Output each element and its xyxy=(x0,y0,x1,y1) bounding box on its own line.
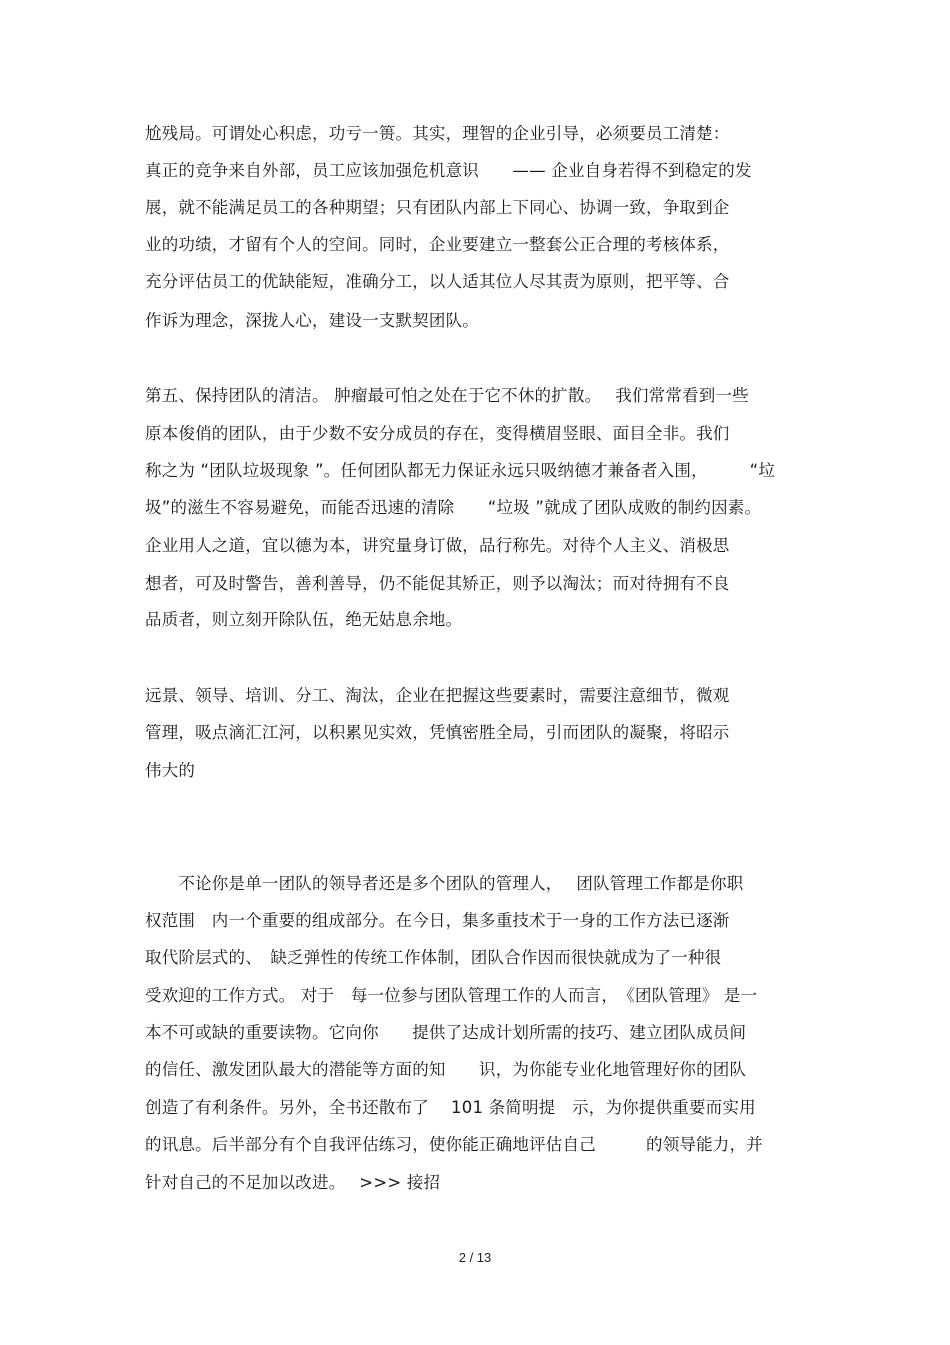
paragraph-1-line-5: 充分评估员工的优缺能短，准确分工，以人适其位人尽其责为原则，把平等、合 xyxy=(145,272,730,291)
paragraph-4-line-9: 针对自己的不足加以改进。 >>> 接招 xyxy=(145,1173,441,1192)
paragraph-2-line-4: 圾”的滋生不容易避免，而能否迅速的清除 “垃圾 ”就成了团队成败的制约因素。 xyxy=(145,498,762,517)
paragraph-4-line-6: 的信任、激发团队最大的潜能等方面的知 识，为你能专业化地管理好你的团队 xyxy=(145,1060,747,1079)
paragraph-2-line-7: 品质者，则立刻开除队伍，绝无姑息余地。 xyxy=(145,610,463,629)
paragraph-2-line-2: 原本俊俏的团队，由于少数不安分成员的存在，变得横眉竖眼、面目全非。我们 xyxy=(145,424,730,443)
paragraph-1-line-4: 业的功绩，才留有个人的空间。同时，企业要建立一整套公正合理的考核体系， xyxy=(145,235,730,254)
paragraph-4-line-3: 取代阶层式的、 缺乏弹性的传统工作体制，团队合作因而很快就成为了一种很 xyxy=(145,948,722,967)
paragraph-4-line-8: 的讯息。后半部分有个自我评估练习，使你能正确地评估自己 的领导能力，并 xyxy=(145,1135,763,1154)
paragraph-3-line-2: 管理，吸点滴汇江河，以积累见实效，凭慎密胜全局，引而团队的凝聚，将昭示 xyxy=(145,723,730,742)
paragraph-1-line-6: 作诉为理念，深拢人心，建设一支默契团队。 xyxy=(145,311,479,330)
paragraph-2-line-6: 想者，可及时警告，善利善导，仍不能促其矫正，则予以淘汰；而对待拥有不良 xyxy=(145,574,730,593)
paragraph-1-line-1: 尬残局。可谓处心积虑，功亏一篑。其实，理智的企业引导，必须要员工清楚： xyxy=(145,124,730,143)
paragraph-1-line-3: 展，就不能满足员工的各种期望；只有团队内部上下同心、协调一致，争取到企 xyxy=(145,198,730,217)
page-number: 2 / 13 xyxy=(458,1250,492,1265)
paragraph-4-line-2: 权范围 内一个重要的组成部分。在今日，集多重技术于一身的工作方法已逐渐 xyxy=(145,911,730,930)
paragraph-4-line-5: 本不可或缺的重要读物。它向你 提供了达成计划所需的技巧、建立团队成员间 xyxy=(145,1023,747,1042)
paragraph-3-line-3: 伟大的 xyxy=(145,761,196,780)
paragraph-2-line-5: 企业用人之道，宜以德为本，讲究量身订做，品行称先。对待个人主义、消极思 xyxy=(145,536,730,555)
paragraph-4-line-1: 不论你是单一团队的领导者还是多个团队的管理人， 团队管理工作都是你职 xyxy=(145,874,744,893)
paragraph-3-line-1: 远景、领导、培训、分工、淘汰，企业在把握这些要素时，需要注意细节，微观 xyxy=(145,686,730,705)
paragraph-4-line-7: 创造了有利条件。另外，全书还散布了 101 条简明提 示，为你提供重要而实用 xyxy=(145,1098,756,1117)
paragraph-2-line-1: 第五、保持团队的清洁。 肿瘤最可怕之处在于它不休的扩散。 我们常常看到一些 xyxy=(145,386,749,405)
paragraph-1-line-2: 真正的竞争来自外部，员工应该加强危机意识 —— 企业自身若得不到稳定的发 xyxy=(145,161,752,180)
paragraph-4-line-4: 受欢迎的工作方式。 对于 每一位参与团队管理工作的人而言， 《团队管理》 是一 xyxy=(145,986,758,1005)
paragraph-2-line-3: 称之为 “团队垃圾现象 ”。任何团队都无力保证永远只吸纳德才兼备者入围， “垃 xyxy=(145,461,776,480)
